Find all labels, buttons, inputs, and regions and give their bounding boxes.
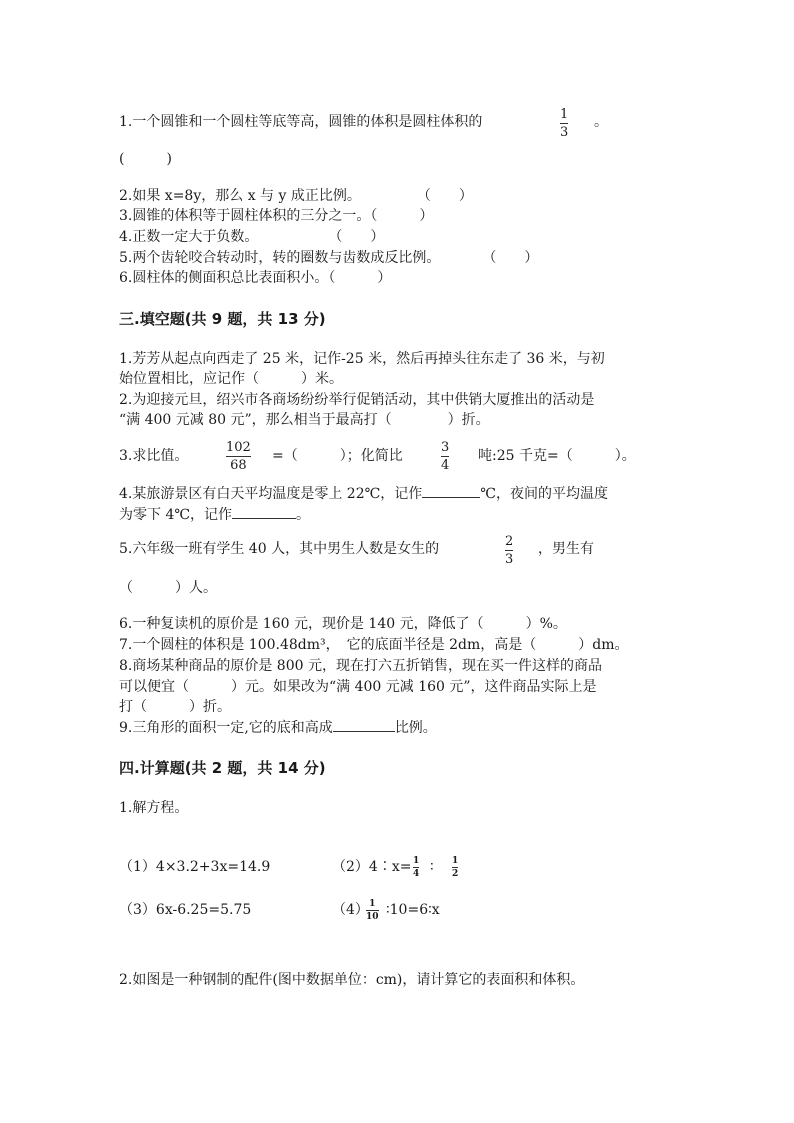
fraction-one-third: 1 3 — [560, 107, 569, 140]
judgement-q1: 1.一个圆锥和一个圆柱等底等高，圆锥的体积是圆柱体积的 — [119, 114, 483, 130]
judgement-q1-end: 。 — [594, 114, 608, 130]
fill-q5-suffix: ，男生有 — [538, 541, 594, 557]
fraction-one-half: 1 2 — [452, 856, 459, 879]
fill-q9: 9.三角形的面积一定,它的底和高成 比例。 — [119, 720, 437, 736]
judgement-q4: 4.正数一定大于负数。 （ ） — [119, 229, 385, 245]
fill-q4-line2: 为零下 4℃，记作 。 — [119, 507, 311, 523]
answer-blank — [333, 731, 395, 732]
equation-1: （1）4×3.2+3x=14.9 — [119, 859, 271, 875]
judgement-q1-answer: ( ) — [119, 151, 172, 167]
fill-q5-line2: （ ）人。 — [119, 580, 217, 596]
fill-q8-line1: 8.商场某种商品的原价是 800 元，现在打六五折销售，现在买一件这样的商品 — [119, 658, 602, 674]
judgement-q6: 6.圆柱体的侧面积总比表面积小。（ ） — [119, 270, 392, 286]
section-3-title: 三.填空题(共 9 题，共 13 分) — [119, 310, 326, 328]
fraction-two-thirds: 2 3 — [505, 534, 514, 567]
fill-q3-prefix: 3.求比值。 — [119, 448, 189, 464]
fill-q6: 6.一种复读机的原价是 160 元，现价是 140 元，降低了（ ）%。 — [119, 616, 567, 632]
fill-q8-line2: 可以便宜（ ）元。如果改为“满 400 元减 160 元”，这件商品实际上是 — [119, 679, 597, 695]
fraction-one-tenth: 1 10 — [366, 899, 379, 922]
fraction-bar — [560, 123, 568, 124]
equation-4-suffix: ∶10=6∶x — [386, 902, 440, 918]
fraction-bar — [505, 550, 513, 551]
judgement-q2: 2.如果 x=8y，那么 x 与 y 成正比例。 （ ） — [119, 188, 473, 204]
answer-blank — [232, 518, 296, 519]
fill-q4-line1: 4.某旅游景区有白天平均温度是零上 22℃，记作 ℃，夜间的平均温度 — [119, 486, 608, 502]
answer-blank — [422, 497, 480, 498]
equation-3: （3）6x-6.25=5.75 — [119, 902, 252, 918]
fraction-bar — [452, 867, 458, 868]
calc-q2: 2.如图是一种钢制的配件(图中数据单位：cm)，请计算它的表面积和体积。 — [119, 972, 585, 988]
fraction-three-quarters: 3 4 — [441, 440, 450, 473]
fraction-102-68: 102 68 — [226, 440, 251, 473]
fraction-bar — [441, 456, 449, 457]
fill-q5-prefix: 5.六年级一班有学生 40 人，其中男生人数是女生的 — [119, 541, 440, 557]
fraction-bar — [366, 910, 379, 911]
equation-4-prefix: （4） — [332, 902, 369, 918]
equation-2-colon: ∶ — [430, 859, 434, 875]
judgement-q5: 5.两个齿轮咬合转动时，转的圈数与齿数成反比例。 （ ） — [119, 250, 539, 266]
fill-q3-mid: =（ ）；化简比 — [272, 448, 403, 464]
fill-q3-suffix: 吨:25 千克=（ ）。 — [478, 448, 636, 464]
fill-q8-line3: 打（ ）折。 — [119, 699, 231, 715]
section-4-title: 四.计算题(共 2 题，共 14 分) — [119, 759, 326, 777]
fill-q2-line1: 2.为迎接元旦，绍兴市各商场纷纷举行促销活动，其中供销大厦推出的活动是 — [119, 392, 595, 408]
fill-q1-line2: 始位置相比，应记作（ ）米。 — [119, 371, 343, 387]
judgement-q3: 3.圆锥的体积等于圆柱体积的三分之一。（ ） — [119, 208, 434, 224]
fill-q2-line2: “满 400 元减 80 元”，那么相当于最高打（ ）折。 — [119, 412, 490, 428]
fraction-one-quarter: 1 4 — [413, 856, 420, 879]
fraction-bar — [226, 456, 251, 457]
calc-q1: 1.解方程。 — [119, 800, 189, 816]
fill-q7: 7.一个圆柱的体积是 100.48dm³， 它的底面半径是 2dm，高是（ ）dm。 — [119, 637, 629, 653]
fill-q1-line1: 1.芳芳从起点向西走了 25 米，记作-25 米，然后再掉头往东走了 36 米，与初 — [119, 351, 605, 367]
equation-2-prefix: （2）4∶x= — [332, 859, 412, 875]
fraction-bar — [413, 867, 419, 868]
